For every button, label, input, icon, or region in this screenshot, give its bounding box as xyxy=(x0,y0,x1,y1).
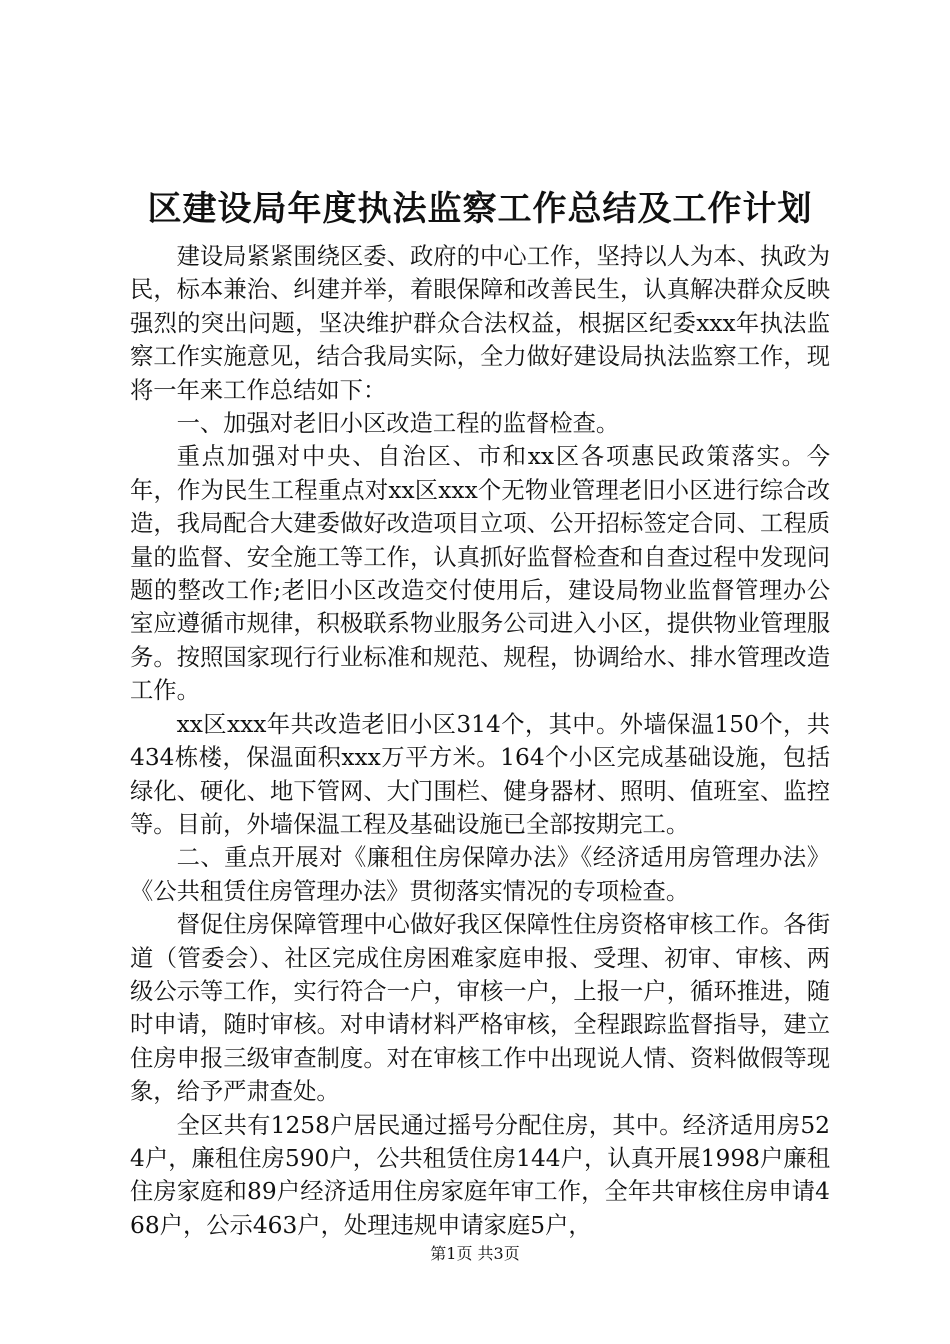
paragraph-housing-review: 督促住房保障管理中心做好我区保障性住房资格审核工作。各街道（管委会）、社区完成住房困难家庭申报、受理、初审、审核、两级公示等工作，实行符合一户，审核一户，上报一户，循环推进，随时申请，随时审核。对申请材料严格审核，全程跟踪监督指导，建立住房申报三级审查制度。对在审核工作中出现说人情、资料做假等现象，给予严肃查处。 xyxy=(130,911,830,1106)
document-page xyxy=(130,182,830,1242)
document-title: 区建设局年度执法监察工作总结及工作计划 xyxy=(147,189,813,229)
paragraph-intro: 建设局紧紧围绕区委、政府的中心工作，坚持以人为本、执政为民，标本兼治、纠建并举，着眼保障和改善民生，认真解决群众反映强烈的突出问题，坚决维护群众合法权益，根据区纪委xxx年执法监察工作实施意见，结合我局实际，全力做好建设局执法监察工作，现将一年来工作总结如下： xyxy=(130,243,830,404)
paragraph-renovation-stats: xx区xxx年共改造老旧小区314个，其中。外墙保温150个，共434栋楼，保温面积xxx万平方米。164个小区完成基础设施，包括绿化、硬化、地下管网、大门围栏、健身器材、照明、值班室、监控等。目前，外墙保温工程及基础设施已全部按期完工。 xyxy=(130,710,830,838)
section-heading-2: 二、重点开展对《廉租住房保障办法》《经济适用房管理办法》《公共租赁住房管理办法》贯彻落实情况的专项检查。 xyxy=(130,844,830,905)
paragraph-housing-stats: 全区共有1258户居民通过摇号分配住房，其中。经济适用房524户，廉租住房590户，公共租赁住房144户，认真开展1998户廉租住房家庭和89户经济适用住房家庭年审工作，全年共审核住房申请468户，公示463户，处理违规申请家庭5户， xyxy=(130,1111,830,1239)
section-heading-1: 一、加强对老旧小区改造工程的监督检查。 xyxy=(176,410,620,438)
paragraph-renovation-policy: 重点加强对中央、自治区、市和xx区各项惠民政策落实。今年，作为民生工程重点对xx区xxx个无物业管理老旧小区进行综合改造，我局配合大建委做好改造项目立项、公开招标签定合同、工程质量的监督、安全施工等工作，认真抓好监督检查和自查过程中发现问题的整改工作;老旧小区改造交付使用后，建设局物业监督管理办公室应遵循市规律，积极联系物业服务公司进入小区，提供物业管理服务。按照国家现行行业标准和规范、规程，协调给水、排水管理改造工作。 xyxy=(130,443,830,705)
page-number-footer: 第1页 共3页 xyxy=(430,1244,520,1263)
